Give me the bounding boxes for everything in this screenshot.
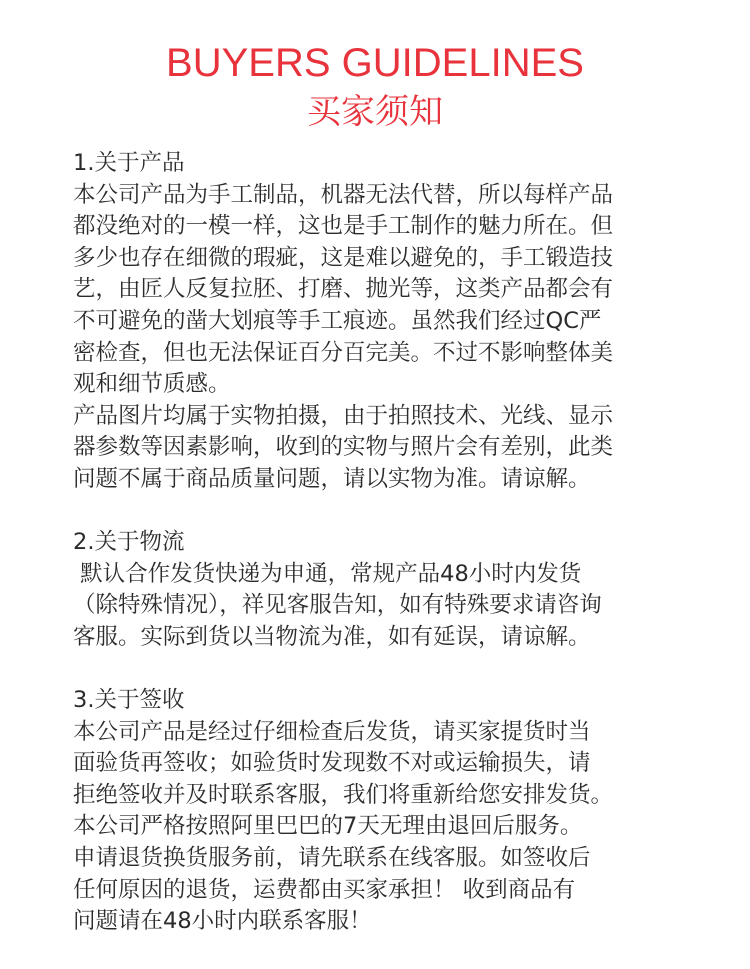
paragraph-line: 密检查，但也无法保证百分百完美。不过不影响整体美 (73, 339, 614, 366)
paragraph-line: 任何原因的退货，运费都由买家承担！ 收到商品有 (73, 876, 576, 903)
page-title-chinese: 买家须知 (307, 92, 443, 132)
section-title: 1.关于产品 (73, 150, 185, 176)
paragraph-line: 申请退货换货服务前，请先联系在线客服。如签收后 (73, 845, 591, 872)
paragraph-line: 观和细节质感。 (73, 371, 231, 398)
section-title: 2.关于物流 (73, 529, 185, 556)
section-products (73, 148, 693, 496)
paragraph-line: 不可避免的凿大划痕等手工痕迹。虽然我们经过QC严 (73, 307, 602, 334)
paragraph-line: 都没绝对的一模一样，这也是手工制作的魅力所在。但 (73, 213, 614, 240)
paragraph-line: 问题不属于商品质量问题，请以实物为准。请谅解。 (73, 465, 591, 492)
page-title-english: BUYERS GUIDELINES (166, 41, 584, 85)
paragraph-line: 本公司产品是经过仔细检查后发货，请买家提货时当 (73, 718, 591, 745)
section-spacer (73, 496, 693, 528)
section-logistics (73, 527, 693, 653)
section-signing (73, 685, 693, 938)
section-spacer (73, 654, 693, 686)
guidelines-content (73, 148, 693, 938)
paragraph-line: 多少也存在细微的瑕疵，这是难以避免的，手工锻造技 (73, 244, 614, 271)
paragraph-line: 面验货再签收；如验货时发现数不对或运输损失，请 (73, 750, 591, 777)
paragraph-line: 问题请在48小时内联系客服！ (73, 908, 372, 935)
section-title: 3.关于签收 (73, 687, 185, 714)
paragraph-line: 本公司严格按照阿里巴巴的7天无理由退回后服务。 (73, 813, 583, 840)
paragraph-line: （除特殊情况），祥见客服告知，如有特殊要求请咨询 (73, 592, 602, 619)
paragraph-line: 艺，由匠人反复拉胚、打磨、抛光等，这类产品都会有 (73, 276, 614, 303)
paragraph-line: 产品图片均属于实物拍摄，由于拍照技术、光线、显示 (73, 402, 614, 429)
page-header (0, 40, 750, 136)
paragraph-line: 本公司产品为手工制品，机器无法代替，所以每样产品 (73, 181, 614, 208)
paragraph-line: 默认合作发货快递为申通，常规产品48小时内发货 (73, 560, 582, 587)
paragraph-line: 拒绝签收并及时联系客服，我们将重新给您安排发货。 (73, 781, 614, 808)
paragraph-line: 器参数等因素影响，收到的实物与照片会有差别，此类 (73, 434, 614, 461)
paragraph-line: 客服。实际到货以当物流为准，如有延误，请谅解。 (73, 623, 591, 650)
